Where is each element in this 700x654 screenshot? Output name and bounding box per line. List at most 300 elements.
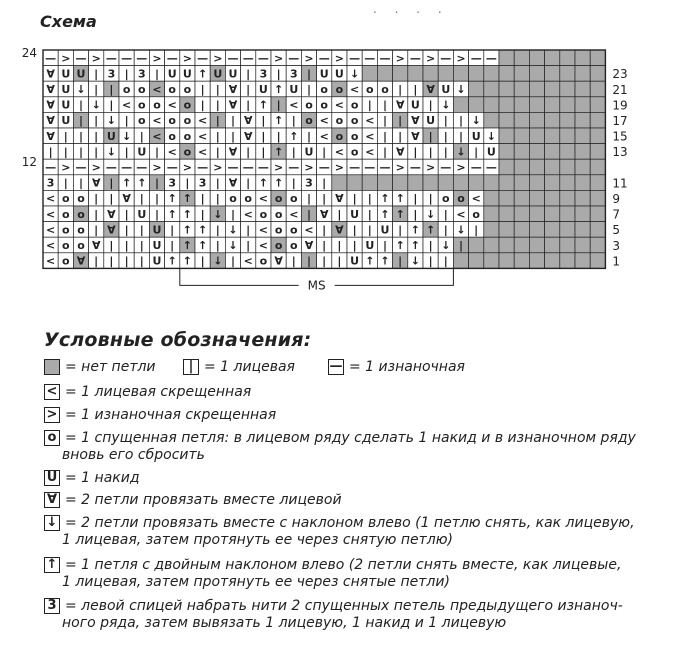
symbol-double-decrease: ↑ (167, 207, 177, 221)
symbol-k-stitch: | (94, 83, 99, 96)
symbol-k-stitch: | (291, 176, 296, 190)
legend-symbol-icon: ↑ (44, 557, 60, 573)
chart-cell (514, 190, 529, 206)
symbol-k-stitch: | (200, 192, 205, 206)
symbol-p-stitch: — (227, 51, 239, 65)
symbol-k-stitch: | (246, 239, 251, 252)
symbol-k2tog: ∀ (243, 114, 253, 128)
chart-cell (499, 253, 514, 269)
symbol-p-twisted: > (395, 51, 405, 65)
chart-cell (560, 190, 575, 206)
chart-cell (560, 112, 575, 128)
symbol-p-twisted: > (213, 161, 223, 174)
symbol-k2tog: ∀ (335, 192, 344, 206)
chart-cell (529, 206, 544, 222)
symbol-yarn-over: U (152, 254, 162, 268)
chart-cell (575, 112, 590, 128)
symbol-p-stitch: — (257, 161, 269, 174)
symbol-k-twisted: < (197, 145, 208, 159)
symbol-k-stitch: | (382, 98, 388, 112)
symbol-k-stitch: | (261, 145, 266, 159)
symbol-k-stitch: | (337, 254, 342, 268)
legend-item (183, 359, 295, 376)
chart-cell (484, 206, 499, 222)
symbol-k-stitch: | (306, 207, 312, 221)
chart-cell (469, 175, 484, 191)
symbol-k-stitch: | (124, 239, 129, 252)
chart-cell (469, 237, 484, 253)
symbol-dropped-stitch: o (457, 192, 465, 206)
symbol-cluster-3: 3 (137, 67, 146, 81)
symbol-k2tog: ∀ (228, 98, 238, 112)
chart-cell (529, 66, 544, 82)
symbol-p-stitch: — (470, 51, 482, 65)
row-number-label: 11 (612, 176, 628, 191)
row-number-label: 1 (612, 254, 621, 269)
symbol-cluster-3: 3 (46, 176, 55, 190)
symbol-k2tog: ∀ (46, 129, 55, 143)
chart-cell (347, 175, 362, 191)
symbol-p-stitch: — (242, 51, 254, 65)
symbol-ssk: ↓ (121, 129, 132, 143)
symbol-double-decrease: ↑ (182, 254, 193, 268)
symbol-yarn-over: U (319, 67, 329, 81)
symbol-k-twisted: < (197, 129, 208, 143)
symbol-ssk: ↓ (486, 129, 497, 143)
symbol-double-decrease: ↑ (182, 192, 193, 206)
symbol-k-stitch: | (428, 145, 433, 159)
symbol-yarn-over: U (380, 223, 390, 237)
symbol-k-stitch: | (443, 129, 448, 143)
symbol-dropped-stitch: o (183, 98, 192, 112)
chart-cell (499, 50, 514, 66)
symbol-k-twisted: < (243, 207, 253, 221)
symbol-dropped-stitch: o (290, 192, 298, 206)
symbol-k-stitch: | (246, 83, 251, 96)
symbol-dropped-stitch: o (305, 114, 313, 128)
chart-cell (514, 237, 529, 253)
symbol-k-stitch: | (230, 254, 236, 268)
legend-text: = 2 петли провязать вместе с наклоном влево (1 петлю снять, как лицевую, (65, 515, 635, 531)
symbol-k2tog: ∀ (426, 83, 435, 96)
symbol-ssk: ↓ (410, 254, 421, 268)
chart-cell (484, 190, 499, 206)
symbol-ssk: ↓ (91, 98, 101, 112)
chart-cell (484, 175, 499, 191)
chart-cell (529, 159, 544, 175)
symbol-k-twisted: < (258, 223, 269, 237)
chart-cell (575, 237, 590, 253)
symbol-ssk: ↓ (349, 67, 360, 81)
symbol-dropped-stitch: o (350, 98, 359, 112)
symbol-dropped-stitch: o (305, 98, 313, 112)
symbol-k-stitch: | (94, 192, 99, 206)
legend-item (44, 359, 156, 376)
symbol-k-twisted: < (152, 114, 162, 128)
symbol-k-stitch: | (398, 114, 403, 128)
symbol-k-stitch: | (382, 145, 388, 159)
symbol-p-stitch: — (440, 51, 452, 65)
symbol-k-twisted: < (243, 254, 253, 268)
symbol-k-stitch: | (215, 223, 220, 237)
symbol-dropped-stitch: o (77, 207, 85, 221)
chart-cell (575, 128, 590, 144)
symbol-k-stitch: | (352, 192, 357, 206)
symbol-p-stitch: — (197, 161, 209, 174)
symbol-k-stitch: | (443, 223, 448, 237)
symbol-p-stitch: — (166, 161, 178, 174)
symbol-dropped-stitch: o (335, 114, 344, 128)
symbol-k-stitch: | (200, 98, 205, 112)
symbol-p-twisted: > (273, 51, 284, 65)
symbol-k-stitch: | (94, 145, 99, 159)
symbol-k2tog: ∀ (228, 176, 238, 190)
symbol-k-stitch: | (352, 239, 357, 252)
row-number-label: 13 (612, 145, 628, 160)
chart-cell (484, 66, 499, 82)
symbol-ssk: ↓ (441, 98, 451, 112)
chart-cell (545, 237, 560, 253)
symbol-p-stitch: — (379, 161, 391, 174)
symbol-k-stitch: | (246, 176, 251, 190)
symbol-yarn-over: U (61, 98, 71, 112)
symbol-double-decrease: ↑ (380, 207, 390, 221)
symbol-double-decrease: ↑ (273, 83, 284, 96)
symbol-p-twisted: > (152, 51, 162, 65)
row-number-label: 19 (612, 98, 628, 113)
symbol-k-twisted: < (319, 129, 329, 143)
chart-cell (590, 253, 605, 269)
legend-item (328, 359, 465, 376)
symbol-k2tog: ∀ (122, 192, 131, 206)
chart-cell (499, 97, 514, 113)
chart-cell (499, 144, 514, 160)
symbol-dropped-stitch: o (472, 207, 480, 221)
chart-cell (529, 222, 544, 238)
symbol-k-stitch: | (230, 129, 236, 143)
chart-cell (514, 222, 529, 238)
symbol-dropped-stitch: o (244, 192, 252, 206)
symbol-yarn-over: U (289, 83, 299, 96)
symbol-cluster-3: 3 (107, 67, 116, 81)
symbol-k-stitch: | (63, 176, 68, 190)
symbol-k-stitch: | (428, 98, 433, 112)
symbol-yarn-over: U (61, 67, 71, 81)
symbol-k2tog: ∀ (228, 145, 238, 159)
symbol-k-twisted: < (319, 114, 329, 128)
symbol-k2tog: ∀ (91, 239, 101, 252)
chart-cell (484, 112, 499, 128)
chart-cell (469, 253, 484, 269)
chart-cell (484, 97, 499, 113)
symbol-dropped-stitch: o (274, 207, 283, 221)
symbol-k-twisted: < (258, 192, 269, 206)
symbol-k-stitch: | (94, 129, 99, 143)
symbol-k-stitch: | (200, 207, 205, 221)
symbol-k-stitch: | (215, 192, 220, 206)
symbol-double-decrease: ↑ (395, 207, 405, 221)
symbol-yarn-over: U (410, 98, 420, 112)
legend-text: = 2 петли провязать вместе лицевой (65, 492, 342, 508)
chart-cell (590, 81, 605, 97)
symbol-ssk: ↓ (441, 239, 451, 252)
symbol-yarn-over: U (258, 83, 268, 96)
symbol-p-twisted: > (304, 51, 314, 65)
chart-cell (590, 237, 605, 253)
symbol-yarn-over: U (61, 114, 71, 128)
symbol-double-decrease: ↑ (182, 223, 193, 237)
symbol-k-twisted: < (45, 192, 56, 206)
symbol-k-stitch: | (322, 145, 327, 159)
symbol-k-stitch: | (154, 207, 160, 221)
legend-symbol-icon: < (44, 384, 60, 400)
symbol-p-twisted: > (456, 51, 466, 65)
symbol-k-stitch: | (337, 207, 342, 221)
chart-cell (545, 66, 560, 82)
chart-cell (575, 190, 590, 206)
symbol-double-decrease: ↑ (197, 67, 208, 81)
symbol-k-stitch: | (458, 239, 464, 252)
symbol-dropped-stitch: o (320, 83, 328, 96)
chart-cell (514, 144, 529, 160)
legend-item (44, 430, 636, 464)
row-number-label: 24 (21, 46, 37, 60)
symbol-double-decrease: ↑ (365, 254, 375, 268)
symbol-k-stitch: | (443, 114, 448, 128)
chart-cell (499, 237, 514, 253)
chart-cell (453, 66, 468, 82)
symbol-k-stitch: | (306, 192, 312, 206)
symbol-k2tog: ∀ (46, 114, 55, 128)
chart-cell (453, 253, 468, 269)
symbol-k2tog: ∀ (411, 114, 420, 128)
symbol-k-twisted: < (456, 207, 466, 221)
chart-cell (560, 175, 575, 191)
symbol-ssk: ↓ (213, 207, 223, 221)
chart-cell (590, 206, 605, 222)
symbol-k-stitch: | (367, 98, 372, 112)
symbol-k-stitch: | (291, 114, 296, 128)
chart-cell (408, 66, 423, 82)
chart-cell (484, 253, 499, 269)
symbol-k-stitch: | (428, 129, 433, 143)
symbol-p-stitch: — (409, 51, 421, 65)
symbol-k-stitch: | (63, 129, 68, 143)
legend-text: = 1 спущенная петля: в лицевом ряду сделать 1 накид и в изнаночном ряду (65, 430, 636, 446)
symbol-k2tog: ∀ (411, 129, 420, 143)
symbol-k2tog: ∀ (395, 145, 405, 159)
symbol-k-stitch: | (124, 254, 129, 268)
symbol-k-stitch: | (78, 98, 84, 112)
symbol-p-twisted: > (334, 161, 345, 174)
legend-item (44, 407, 276, 424)
chart-cell (499, 175, 514, 191)
symbol-double-decrease: ↑ (289, 129, 299, 143)
symbol-yarn-over: U (471, 129, 481, 143)
symbol-k-twisted: < (349, 83, 360, 96)
symbol-yarn-over: U (61, 83, 71, 96)
chart-cell (514, 128, 529, 144)
symbol-p-stitch: — (470, 161, 482, 174)
symbol-dropped-stitch: o (168, 83, 176, 96)
symbol-double-decrease: ↑ (167, 192, 177, 206)
symbol-dropped-stitch: o (229, 192, 237, 206)
chart-cell (590, 144, 605, 160)
symbol-p-stitch: — (105, 51, 117, 65)
symbol-k-twisted: < (121, 98, 132, 112)
chart-cell (545, 128, 560, 144)
chart-cell (590, 50, 605, 66)
symbol-k-stitch: | (367, 223, 372, 237)
symbol-yarn-over: U (167, 67, 177, 81)
symbol-k-stitch: | (139, 254, 144, 268)
chart-cell (362, 175, 377, 191)
chart-cell (545, 144, 560, 160)
symbol-p-twisted: > (304, 161, 314, 174)
symbol-k-twisted: < (334, 98, 345, 112)
symbol-k-stitch: | (154, 145, 160, 159)
chart-cell (423, 175, 438, 191)
symbol-k-stitch: | (322, 176, 327, 190)
symbol-k2tog: ∀ (319, 207, 329, 221)
chart-cell (377, 66, 392, 82)
symbol-k-stitch: | (322, 192, 327, 206)
chart-cell (499, 66, 514, 82)
symbol-k-stitch: | (246, 67, 251, 81)
symbol-k-stitch: | (63, 145, 68, 159)
symbol-k-stitch: | (139, 192, 144, 206)
symbol-p-stitch: — (364, 161, 376, 174)
symbol-k-stitch: | (428, 239, 433, 252)
symbol-dropped-stitch: o (168, 114, 176, 128)
row-number-label: 17 (612, 114, 628, 128)
symbol-k-stitch: | (109, 176, 114, 190)
symbol-p-stitch: — (288, 161, 300, 174)
symbol-k-twisted: < (152, 129, 162, 143)
symbol-dropped-stitch: o (77, 223, 85, 237)
chart-cell (484, 81, 499, 97)
symbol-yarn-over: U (441, 83, 451, 96)
symbol-ssk: ↓ (106, 114, 117, 128)
symbol-p-stitch: — (121, 51, 133, 65)
symbol-k-stitch: | (94, 223, 99, 237)
symbol-k-twisted: < (152, 83, 162, 96)
symbol-dropped-stitch: o (138, 83, 146, 96)
chart-cell (545, 222, 560, 238)
symbol-p-stitch: — (379, 51, 391, 65)
symbol-double-decrease: ↑ (380, 192, 390, 206)
symbol-p-stitch: — (485, 161, 497, 174)
row-number-label: 9 (612, 192, 621, 206)
symbol-k-stitch: | (48, 145, 53, 159)
symbol-p-twisted: > (425, 161, 436, 174)
symbol-double-decrease: ↑ (273, 176, 284, 190)
symbol-p-stitch: — (242, 161, 254, 174)
chart-cell (575, 206, 590, 222)
chart-cell (514, 112, 529, 128)
symbol-yarn-over: U (228, 67, 238, 81)
symbol-k2tog: ∀ (46, 83, 55, 96)
symbol-dropped-stitch: o (62, 192, 70, 206)
symbol-k-stitch: | (413, 192, 418, 206)
row-number-label: 23 (612, 67, 628, 82)
symbol-ssk: ↓ (456, 83, 466, 96)
symbol-k-stitch: | (109, 239, 114, 252)
chart-cell (499, 222, 514, 238)
symbol-k-stitch: | (154, 67, 160, 81)
symbol-k2tog: ∀ (107, 223, 116, 237)
symbol-k-twisted: < (289, 207, 299, 221)
symbol-yarn-over: U (213, 67, 223, 81)
legend-symbol-icon: — (329, 359, 343, 374)
symbol-p-stitch: — (349, 161, 361, 174)
symbol-k-stitch: | (382, 129, 388, 143)
symbol-k-stitch: | (215, 176, 220, 190)
symbol-dropped-stitch: o (335, 129, 344, 143)
chart-cell (438, 66, 453, 82)
symbol-double-decrease: ↑ (380, 254, 390, 268)
legend-symbol-icon: ↓ (44, 515, 60, 531)
symbol-k-stitch: | (398, 83, 403, 96)
symbol-dropped-stitch: o (259, 254, 268, 268)
legend-text: = 1 лицевая (204, 359, 295, 375)
symbol-p-stitch: — (45, 51, 57, 65)
symbol-k2tog: ∀ (46, 67, 55, 81)
symbol-double-decrease: ↑ (182, 207, 193, 221)
chart-cell (590, 66, 605, 82)
legend-symbol-icon: 3 (44, 598, 60, 614)
chart-cell (575, 175, 590, 191)
chart-cell (560, 144, 575, 160)
chart-cell (453, 97, 468, 113)
symbol-p-stitch: — (349, 51, 361, 65)
symbol-k-stitch: | (78, 145, 84, 159)
symbol-k-twisted: < (45, 254, 56, 268)
symbol-p-stitch: — (45, 161, 57, 174)
symbol-k-stitch: | (139, 129, 144, 143)
chart-cell (590, 159, 605, 175)
symbol-p-stitch: — (288, 51, 300, 65)
symbol-p-twisted: > (91, 51, 101, 65)
symbol-k-stitch: | (413, 83, 418, 96)
chart-cell (408, 175, 423, 191)
symbol-k-stitch: | (398, 129, 403, 143)
symbol-p-stitch: — (75, 161, 87, 174)
symbol-ssk: ↓ (76, 83, 86, 96)
symbol-k-stitch: | (200, 83, 205, 96)
symbol-k-stitch: | (474, 223, 479, 237)
chart-cell (529, 237, 544, 253)
symbol-double-decrease: ↑ (197, 239, 208, 252)
symbol-dropped-stitch: o (138, 98, 146, 112)
symbol-cluster-3: 3 (198, 176, 207, 190)
chart-cell (575, 66, 590, 82)
symbol-double-decrease: ↑ (182, 239, 193, 252)
symbol-k-twisted: < (289, 98, 299, 112)
symbol-k-stitch: | (367, 207, 372, 221)
symbol-k-stitch: | (352, 223, 357, 237)
symbol-k-stitch: | (398, 223, 403, 237)
row-number-label: 21 (612, 82, 628, 97)
chart-cell (484, 222, 499, 238)
symbol-k-stitch: | (139, 223, 144, 237)
symbol-yarn-over: U (426, 114, 436, 128)
legend-text: = нет петли (65, 359, 156, 375)
chart-cell (545, 206, 560, 222)
symbol-k-stitch: | (261, 114, 266, 128)
decor-dots: . . . . (373, 2, 449, 16)
chart-cell (590, 97, 605, 113)
